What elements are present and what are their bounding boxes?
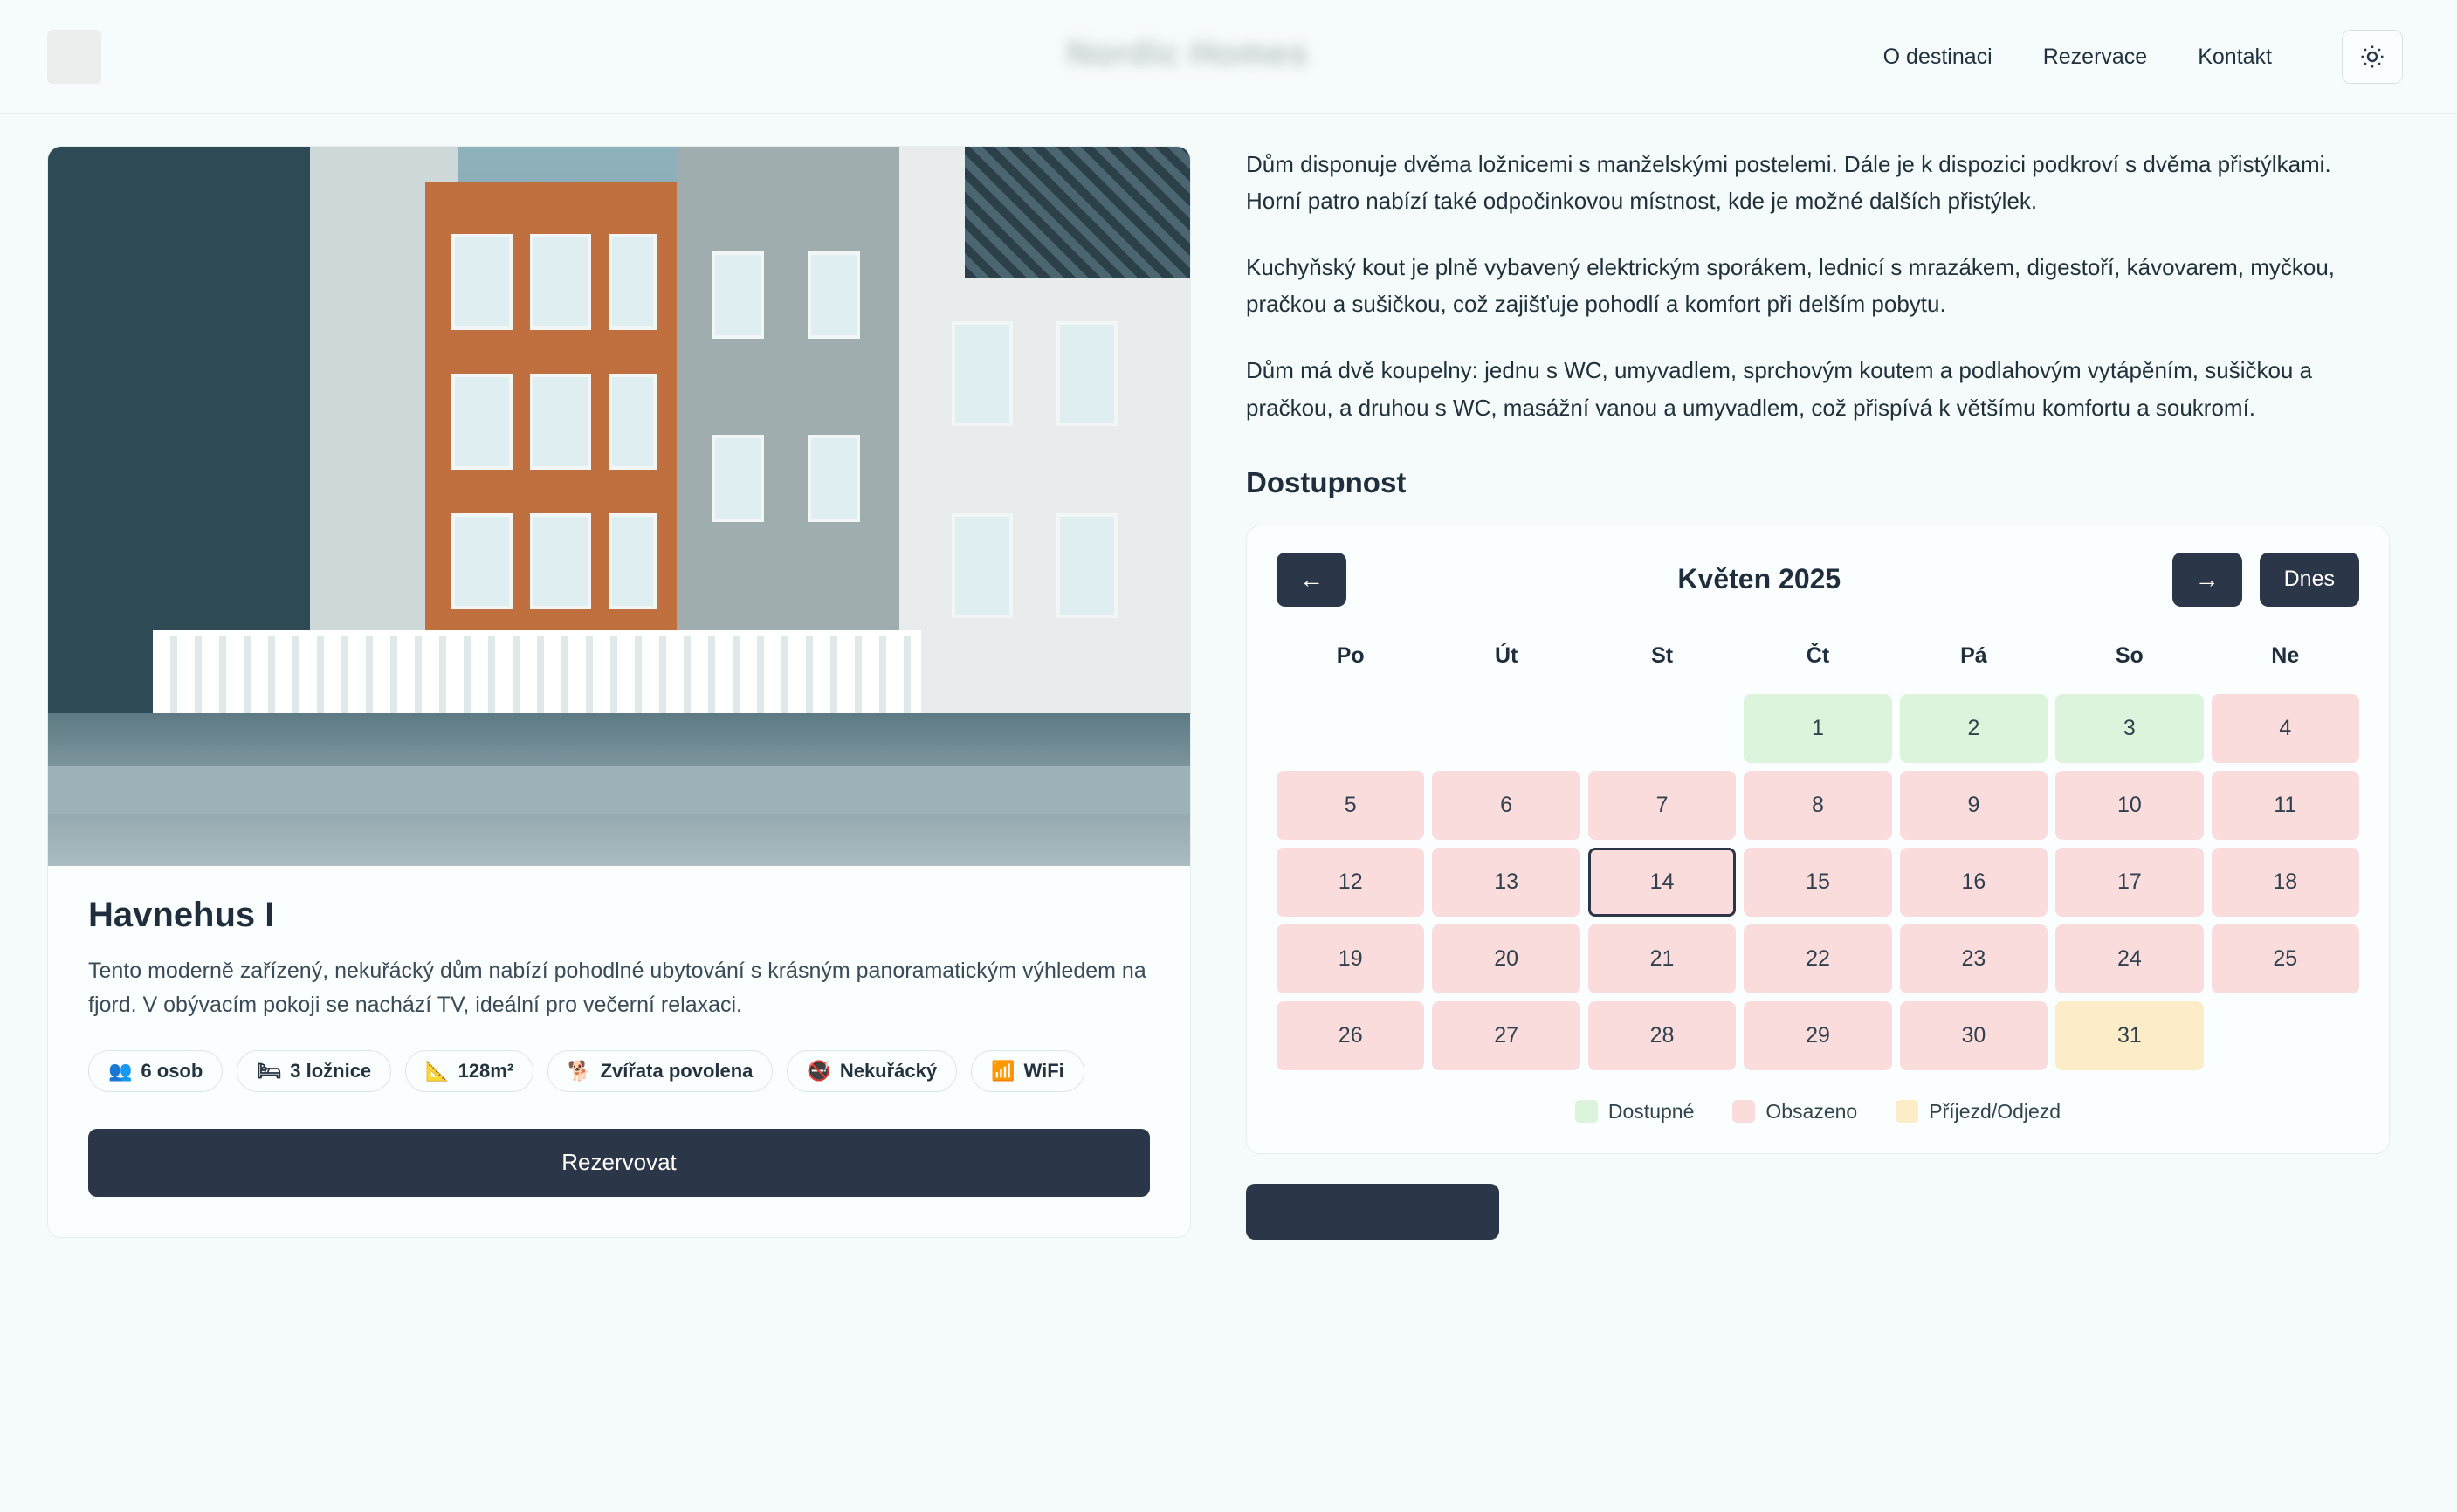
calendar-day-18[interactable]: 18: [2212, 848, 2359, 917]
legend-item-checkinout: [1896, 1100, 2061, 1124]
feature-label: 6 osob: [141, 1059, 203, 1082]
feature-chip-guests: [88, 1050, 223, 1092]
calendar-day-6[interactable]: 6: [1432, 771, 1580, 840]
sidewalk: [48, 766, 1190, 814]
calendar-day-14[interactable]: 14: [1588, 848, 1736, 917]
calendar-day-19[interactable]: 19: [1277, 924, 1424, 993]
no-smoking-icon: 🚭: [807, 1059, 831, 1082]
calendar-day-27[interactable]: 27: [1432, 1001, 1580, 1070]
calendar-day-8[interactable]: 8: [1744, 771, 1891, 840]
legend-label: Dostupné: [1607, 1099, 1695, 1123]
legend-item-occupied: [1732, 1100, 1857, 1124]
property-photo: [48, 147, 1190, 866]
calendar-day-7[interactable]: 7: [1588, 771, 1736, 840]
feature-chip-nonsmoking: [787, 1050, 957, 1092]
main-content: [0, 114, 2457, 1244]
calendar-weekday-po: Po: [1336, 643, 1365, 668]
calendar-day-28[interactable]: 28: [1588, 1001, 1736, 1070]
calendar-day-13[interactable]: 13: [1432, 848, 1580, 917]
sun-icon: [2359, 44, 2385, 70]
detail-paragraph-3: Dům má dvě koupelny: jednu s WC, umyvadlem, sprchovým koutem a podlahovým vytápěním, sušičkou a pračkou, a druhou s WC, masážní vanou a umyvadlem, což přispívá k většímu komfortu a soukromí.: [1246, 357, 2313, 421]
calendar-day-11[interactable]: 11: [2212, 771, 2359, 840]
calendar-day-9[interactable]: 9: [1900, 771, 2048, 840]
calendar-prev-button[interactable]: ←: [1277, 553, 1346, 607]
ruler-icon: 📐: [425, 1059, 450, 1082]
calendar-day-22[interactable]: 22: [1744, 924, 1891, 993]
calendar-day-25[interactable]: 25: [2212, 924, 2359, 993]
book-button[interactable]: Rezervovat: [88, 1129, 1150, 1197]
detail-paragraph-1: Dům disponuje dvěma ložnicemi s manželskými postelemi. Dále je k dispozici podkroví s dvěma přistýlkami. Horní patro nabízí také odpočinkovou místnost, kde je možné dalších přistýlek.: [1246, 151, 2331, 215]
calendar-day-12[interactable]: 12: [1277, 848, 1424, 917]
site-logo[interactable]: [47, 30, 101, 84]
calendar-legend: [1277, 1100, 2359, 1124]
theme-toggle-button[interactable]: [2342, 30, 2403, 84]
calendar-today-button[interactable]: Dnes: [2260, 553, 2359, 607]
calendar-next-button[interactable]: →: [2172, 553, 2242, 607]
calendar-day-5[interactable]: 5: [1277, 771, 1424, 840]
calendar-weekday-út: Út: [1494, 643, 1518, 668]
property-card-body: [48, 866, 1190, 1237]
nav-item-kontakt[interactable]: Kontakt: [2198, 44, 2272, 69]
legend-swatch-checkinout: [1896, 1100, 1918, 1123]
legend-swatch-occupied: [1732, 1100, 1755, 1123]
dog-icon: 🐕: [568, 1059, 592, 1082]
feature-chip-pets: [547, 1050, 773, 1092]
legend-swatch-available: [1575, 1100, 1598, 1123]
calendar-empty-cell: [1432, 694, 1580, 763]
guests-icon: 👥: [108, 1059, 133, 1082]
calendar-day-4[interactable]: 4: [2212, 694, 2359, 763]
calendar-day-26[interactable]: 26: [1277, 1001, 1424, 1070]
calendar-day-17[interactable]: 17: [2055, 848, 2203, 917]
availability-heading: Dostupnost: [1246, 465, 1407, 498]
calendar-header: [1277, 553, 2359, 607]
nav-item-rezervace[interactable]: Rezervace: [2042, 44, 2148, 69]
property-column: [47, 146, 1191, 1244]
detail-paragraph-2: Kuchyňský kout je plně vybavený elektrickým sporákem, lednicí s mrazákem, digestoří, kávovarem, myčkou, pračkou a sušičkou, což zajišťuje pohodlí a komfort při delším pobytu.: [1246, 254, 2336, 318]
calendar-day-23[interactable]: 23: [1900, 924, 2048, 993]
property-features: [88, 1050, 1150, 1092]
calendar-weekday-čt: Čt: [1806, 643, 1830, 668]
calendar-weekday-st: St: [1651, 643, 1674, 668]
calendar-action-button[interactable]: [1246, 1184, 1499, 1240]
calendar-day-16[interactable]: 16: [1900, 848, 2048, 917]
white-fence: [153, 630, 921, 713]
feature-chip-area: [405, 1050, 533, 1092]
calendar-day-29[interactable]: 29: [1744, 1001, 1891, 1070]
feature-label: 128m²: [458, 1059, 514, 1082]
legend-label: Příjezd/Odjezd: [1929, 1099, 2061, 1123]
calendar-weekday-so: So: [2115, 643, 2144, 668]
feature-label: Zvířata povolena: [600, 1059, 754, 1082]
feature-label: Nekuřácký: [839, 1059, 938, 1082]
calendar-day-31[interactable]: 31: [2055, 1001, 2203, 1070]
calendar-empty-cell: [1588, 694, 1736, 763]
details-column: [1246, 146, 2390, 1244]
calendar-day-21[interactable]: 21: [1588, 924, 1736, 993]
availability-calendar: [1246, 526, 2390, 1154]
calendar-day-20[interactable]: 20: [1432, 924, 1580, 993]
calendar-day-2[interactable]: 2: [1900, 694, 2048, 763]
roof-pattern: [965, 147, 1190, 278]
calendar-day-10[interactable]: 10: [2055, 771, 2203, 840]
property-card: [47, 146, 1191, 1238]
feature-chip-wifi: [971, 1050, 1084, 1092]
calendar-empty-cell: [1277, 694, 1424, 763]
calendar-day-30[interactable]: 30: [1900, 1001, 2048, 1070]
property-description: Tento moderně zařízený, nekuřácký dům nabízí pohodlné ubytování s krásným panoramatickým výhledem na fjord. V obývacím pokoji se nachází TV, ideální pro večerní relaxaci.: [88, 959, 1146, 1017]
wifi-icon: 📶: [991, 1059, 1015, 1082]
calendar-weekday-ne: Ne: [2271, 643, 2300, 668]
feature-label: 3 ložnice: [290, 1059, 372, 1082]
calendar-day-15[interactable]: 15: [1744, 848, 1891, 917]
main-navigation: [1883, 30, 2403, 84]
nav-item-o-destinaci[interactable]: O destinaci: [1882, 44, 1992, 69]
calendar-day-3[interactable]: 3: [2055, 694, 2203, 763]
site-title: Nordic Homes: [1067, 35, 1309, 72]
legend-item-available: [1575, 1100, 1694, 1124]
calendar-weekday-pá: Pá: [1960, 643, 1987, 668]
site-header: [0, 0, 2457, 114]
bed-icon: 🛏: [257, 1059, 282, 1082]
calendar-day-1[interactable]: 1: [1744, 694, 1891, 763]
calendar-grid: [1277, 633, 2359, 1070]
legend-label: Obsazeno: [1765, 1099, 1858, 1123]
property-title: Havnehus I: [88, 896, 275, 934]
feature-label: WiFi: [1023, 1059, 1064, 1082]
calendar-month-label: Květen 2025: [1677, 563, 1841, 595]
calendar-day-24[interactable]: 24: [2055, 924, 2203, 993]
feature-chip-bedrooms: [237, 1050, 391, 1092]
